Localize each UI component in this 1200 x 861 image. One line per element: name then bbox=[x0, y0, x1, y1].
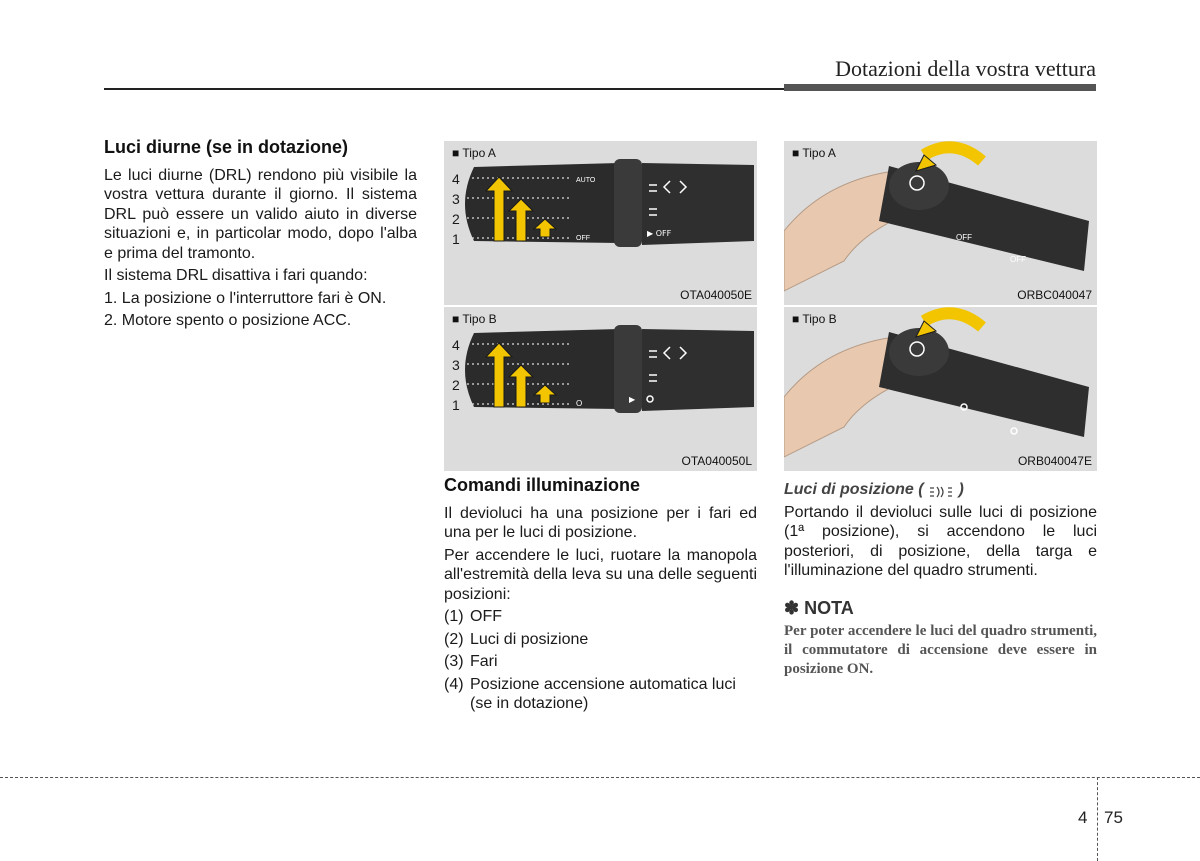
nota-heading: ✽ NOTA bbox=[784, 597, 854, 618]
chapter-number: 4 bbox=[1078, 808, 1088, 827]
drl-disable-intro: Il sistema DRL disattiva i fari quando: bbox=[104, 267, 368, 284]
position-label-2: 2 bbox=[452, 377, 460, 393]
nota-body: Per poter accendere le luci del quadro strumenti, il commutatore di accensione deve essere in posizione ON. bbox=[784, 623, 1097, 677]
posizione-text: Portando il devioluci sulle luci di posizione (1ª posizione), si accendono le luci posteriori, di posizione, della targa e l'illuminazione del quadro strumenti. bbox=[784, 503, 1097, 579]
page-number: 75 bbox=[1104, 808, 1123, 827]
figure-type-label: ■ Tipo A bbox=[452, 146, 496, 160]
figure-type-label: ■ Tipo B bbox=[792, 312, 837, 326]
figure-hand-tipo-a bbox=[784, 141, 1097, 305]
drl-section bbox=[104, 138, 417, 334]
switch-o-label: O bbox=[576, 399, 583, 408]
list-item: (3) Fari bbox=[444, 653, 498, 670]
comandi-p1: Il devioluci ha una posizione per i fari ed una per le luci di posizione. bbox=[444, 504, 757, 541]
figure-switch-tipo-a bbox=[444, 141, 757, 305]
list-item: (4) Posizione accensione automatica luci (se in dotazione) bbox=[444, 675, 736, 712]
figure-code: ORB040047E bbox=[1017, 454, 1092, 468]
figure-code: OTA040050L bbox=[681, 454, 752, 468]
position-lights-icon bbox=[928, 484, 954, 496]
svg-text:▶: ▶ bbox=[629, 395, 636, 404]
posizione-section bbox=[784, 480, 1097, 682]
drl-heading: Luci diurne (se in dotazione) bbox=[104, 137, 349, 157]
switch-off-label: OFF bbox=[576, 235, 590, 242]
drl-condition-2: 2. Motore spento o posizione ACC. bbox=[104, 312, 352, 329]
positions-list bbox=[444, 607, 757, 714]
position-label-1: 1 bbox=[452, 397, 460, 413]
list-item: (2) Luci di posizione bbox=[444, 630, 589, 648]
figure-switch-tipo-b bbox=[444, 307, 757, 471]
switch-off-label: OFF bbox=[1010, 255, 1026, 264]
comandi-heading: Comandi illuminazione bbox=[444, 475, 641, 495]
light-switch-illustration bbox=[444, 141, 757, 305]
position-label-1: 1 bbox=[452, 231, 460, 247]
switch-off-label: OFF bbox=[956, 233, 972, 242]
position-label-3: 3 bbox=[452, 191, 460, 207]
comandi-p2: Per accendere le luci, ruotare la manopola all'estremità della leva su una delle seguenti posizioni: bbox=[444, 546, 757, 603]
page-header-title: Dotazioni della vostra vettura bbox=[835, 56, 1096, 81]
figure-type-label: ■ Tipo A bbox=[792, 146, 836, 160]
switch-auto-label: AUTO bbox=[576, 177, 596, 184]
header-rule-accent bbox=[784, 84, 1096, 91]
figure-code: ORBC040047 bbox=[1017, 288, 1092, 302]
position-label-3: 3 bbox=[452, 357, 460, 373]
figure-code: OTA040050E bbox=[680, 288, 752, 302]
svg-text:▶ OFF: ▶ OFF bbox=[647, 229, 672, 238]
figure-type-label: ■ Tipo B bbox=[452, 312, 497, 326]
light-switch-illustration bbox=[444, 307, 757, 471]
comandi-section bbox=[444, 476, 757, 717]
hand-rotating-switch-illustration bbox=[784, 141, 1097, 305]
list-item: (1) OFF bbox=[444, 608, 502, 625]
drl-intro: Le luci diurne (DRL) rendono più visibile la vostra vettura durante il giorno. Il sistema DRL può essere un valido aiuto in diverse situazioni e, in particolar modo, dopo l'alba e prima del tramonto. bbox=[104, 166, 417, 262]
position-label-2: 2 bbox=[452, 211, 460, 227]
figure-hand-tipo-b bbox=[784, 307, 1097, 471]
posizione-heading: Luci di posizione ( ) bbox=[784, 481, 964, 498]
position-label-4: 4 bbox=[452, 171, 460, 187]
footer-divider bbox=[1097, 777, 1098, 861]
position-label-4: 4 bbox=[452, 337, 460, 353]
header-rule bbox=[104, 88, 784, 90]
hand-rotating-switch-illustration bbox=[784, 307, 1097, 471]
drl-condition-1: 1. La posizione o l'interruttore fari è ON. bbox=[104, 289, 387, 307]
footer-rule bbox=[0, 777, 1200, 778]
